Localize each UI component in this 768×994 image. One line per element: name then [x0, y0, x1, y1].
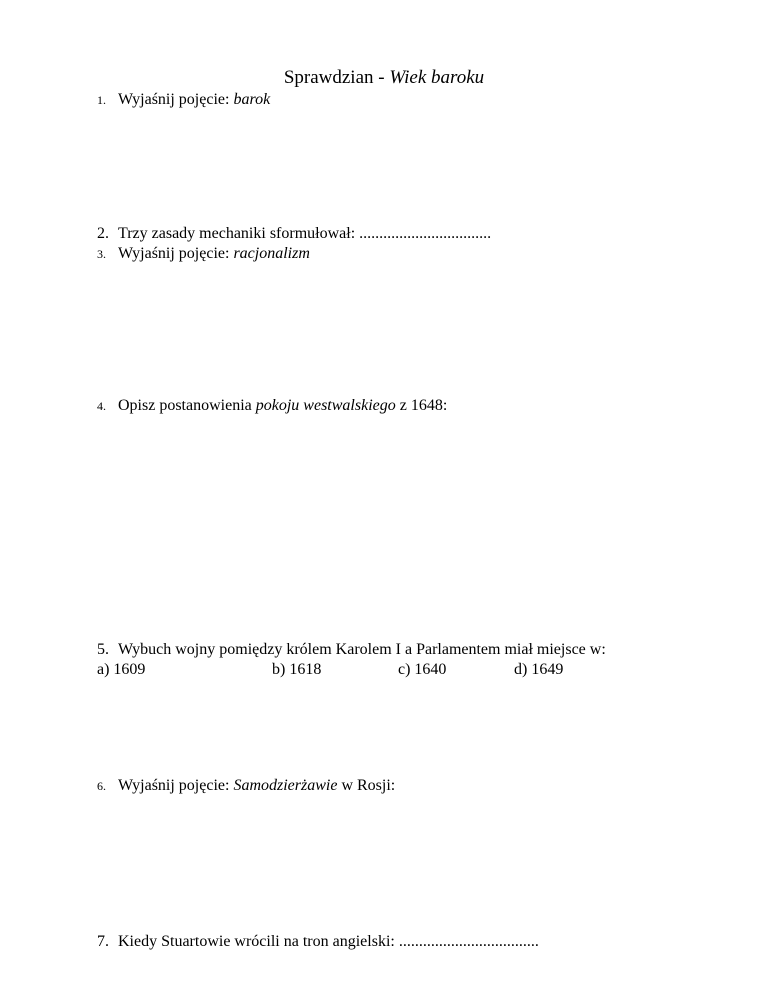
question-7-text: Kiedy Stuartowie wrócili na tron angielski: ................................... [118, 933, 539, 950]
question-7-number: 7. [97, 933, 109, 950]
question-6 [97, 778, 395, 794]
question-6-suffix: w Rosji: [337, 777, 396, 794]
question-7 [97, 934, 539, 950]
question-2 [97, 226, 491, 242]
question-1-prefix: Wyjaśnij pojęcie: [118, 91, 234, 108]
title-italic: Wiek baroku [389, 67, 485, 88]
question-3-number: 3. [97, 247, 106, 261]
question-2-text: Trzy zasady mechaniki sformułował: ................................. [118, 225, 492, 242]
question-3-prefix: Wyjaśnij pojęcie: [118, 245, 234, 262]
question-1-term: barok [233, 91, 271, 108]
question-6-term: Samodzierżawie [233, 777, 338, 794]
question-6-prefix: Wyjaśnij pojęcie: [118, 777, 234, 794]
question-4 [97, 398, 447, 414]
question-4-term: pokoju westwalskiego [255, 397, 396, 414]
question-4-prefix: Opisz postanowienia [118, 397, 256, 414]
title-main: Sprawdzian - [283, 67, 390, 88]
question-6-number: 6. [97, 779, 106, 793]
question-5 [97, 642, 606, 658]
question-4-number: 4. [97, 399, 106, 413]
question-2-number: 2. [97, 225, 109, 242]
question-5-option-b: b) 1618 [272, 661, 322, 678]
question-5-option-d: d) 1649 [514, 661, 564, 678]
page-title [0, 68, 768, 87]
question-5-option-c: c) 1640 [398, 661, 447, 678]
question-1 [97, 92, 270, 108]
question-5-text: Wybuch wojny pomiędzy królem Karolem I a Parlamentem miał miejsce w: [118, 641, 606, 658]
question-5-number: 5. [97, 641, 109, 658]
question-1-number: 1. [97, 93, 106, 107]
question-3 [97, 246, 310, 262]
question-5-option-a: a) 1609 [97, 661, 146, 678]
question-4-suffix: z 1648: [395, 397, 448, 414]
question-3-term: racjonalizm [233, 245, 310, 262]
